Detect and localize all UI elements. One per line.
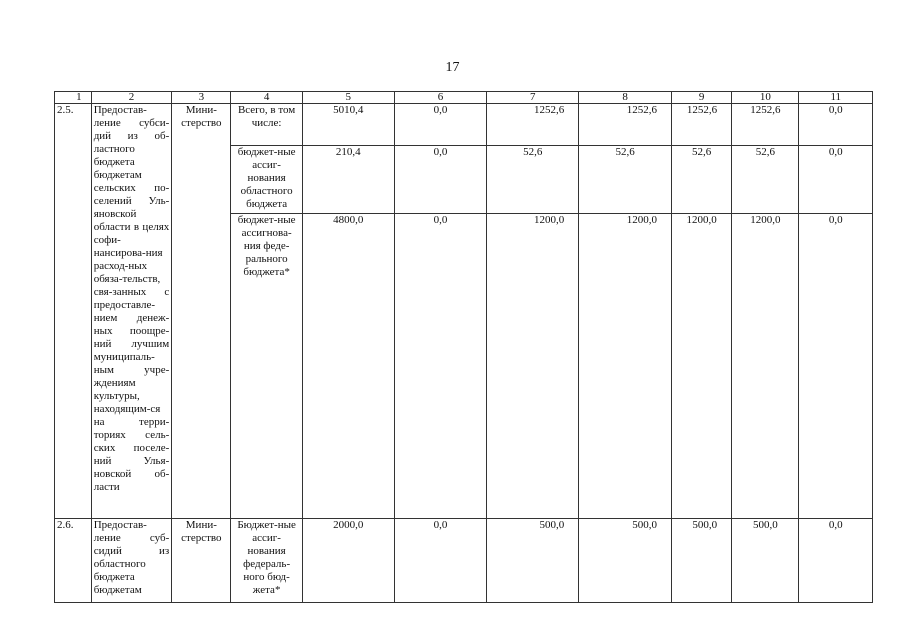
value-cell: 5010,4 [302,104,394,146]
column-header: 1 [55,92,92,104]
column-header: 4 [231,92,302,104]
value-cell: 52,6 [487,146,579,214]
value-cell: 0,0 [394,519,487,603]
value-cell: 0,0 [394,146,487,214]
value-cell: 0,0 [799,214,873,519]
table-row [55,519,873,603]
funding-source: бюджет-ные ассиг-нования областного бюджета [231,146,302,214]
value-cell: 500,0 [579,519,672,603]
column-header: 6 [394,92,487,104]
executor-cell: Мини-стерство [172,104,231,519]
value-cell: 1252,6 [487,104,579,146]
funding-source: бюджет-ные ассигнова-ния феде-рального бюджета* [231,214,302,519]
value-cell: 500,0 [732,519,799,603]
funding-source: Всего, в том числе: [231,104,302,146]
column-header: 10 [732,92,799,104]
value-cell: 1200,0 [579,214,672,519]
value-cell: 4800,0 [302,214,394,519]
budget-table [54,91,873,603]
column-header: 5 [302,92,394,104]
value-cell: 1252,6 [732,104,799,146]
value-cell: 0,0 [799,519,873,603]
measure-description: Предостав-ление суб-сидий из областного бюджета бюджетам [91,519,172,603]
value-cell: 0,0 [799,146,873,214]
column-header: 8 [579,92,672,104]
value-cell: 210,4 [302,146,394,214]
value-cell: 52,6 [579,146,672,214]
table-row [55,104,873,146]
executor-cell: Мини-стерство [172,519,231,603]
value-cell: 52,6 [732,146,799,214]
row-number: 2.5. [55,104,92,519]
measure-description: Предостав-ление субси-дий из об-ластного бюджета бюджетам сельских по-селений Уль-яновской области в целях софи-нансирова-ния расход-ных обяза-тельств, свя-занных с предоставле-нием денеж-ных поощре-ний лучшим муниципаль-ным учре-ждениям культуры, находящим-ся на терри-ториях сель-ских поселе-ний Улья-новской об-ласти [91,104,172,519]
value-cell: 0,0 [394,104,487,146]
value-cell: 2000,0 [302,519,394,603]
value-cell: 52,6 [672,146,732,214]
value-cell: 1200,0 [487,214,579,519]
page-number: 17 [445,60,460,75]
value-cell: 1252,6 [672,104,732,146]
row-number: 2.6. [55,519,92,603]
column-header: 3 [172,92,231,104]
value-cell: 1252,6 [579,104,672,146]
value-cell: 0,0 [394,214,487,519]
value-cell: 1200,0 [672,214,732,519]
value-cell: 500,0 [487,519,579,603]
column-header: 7 [487,92,579,104]
column-header: 9 [672,92,732,104]
value-cell: 0,0 [799,104,873,146]
value-cell: 500,0 [672,519,732,603]
value-cell: 1200,0 [732,214,799,519]
header-row [55,92,873,104]
funding-source: Бюджет-ные ассиг-нования федераль-ного бюд-жета* [231,519,302,603]
column-header: 2 [91,92,172,104]
column-header: 11 [799,92,873,104]
